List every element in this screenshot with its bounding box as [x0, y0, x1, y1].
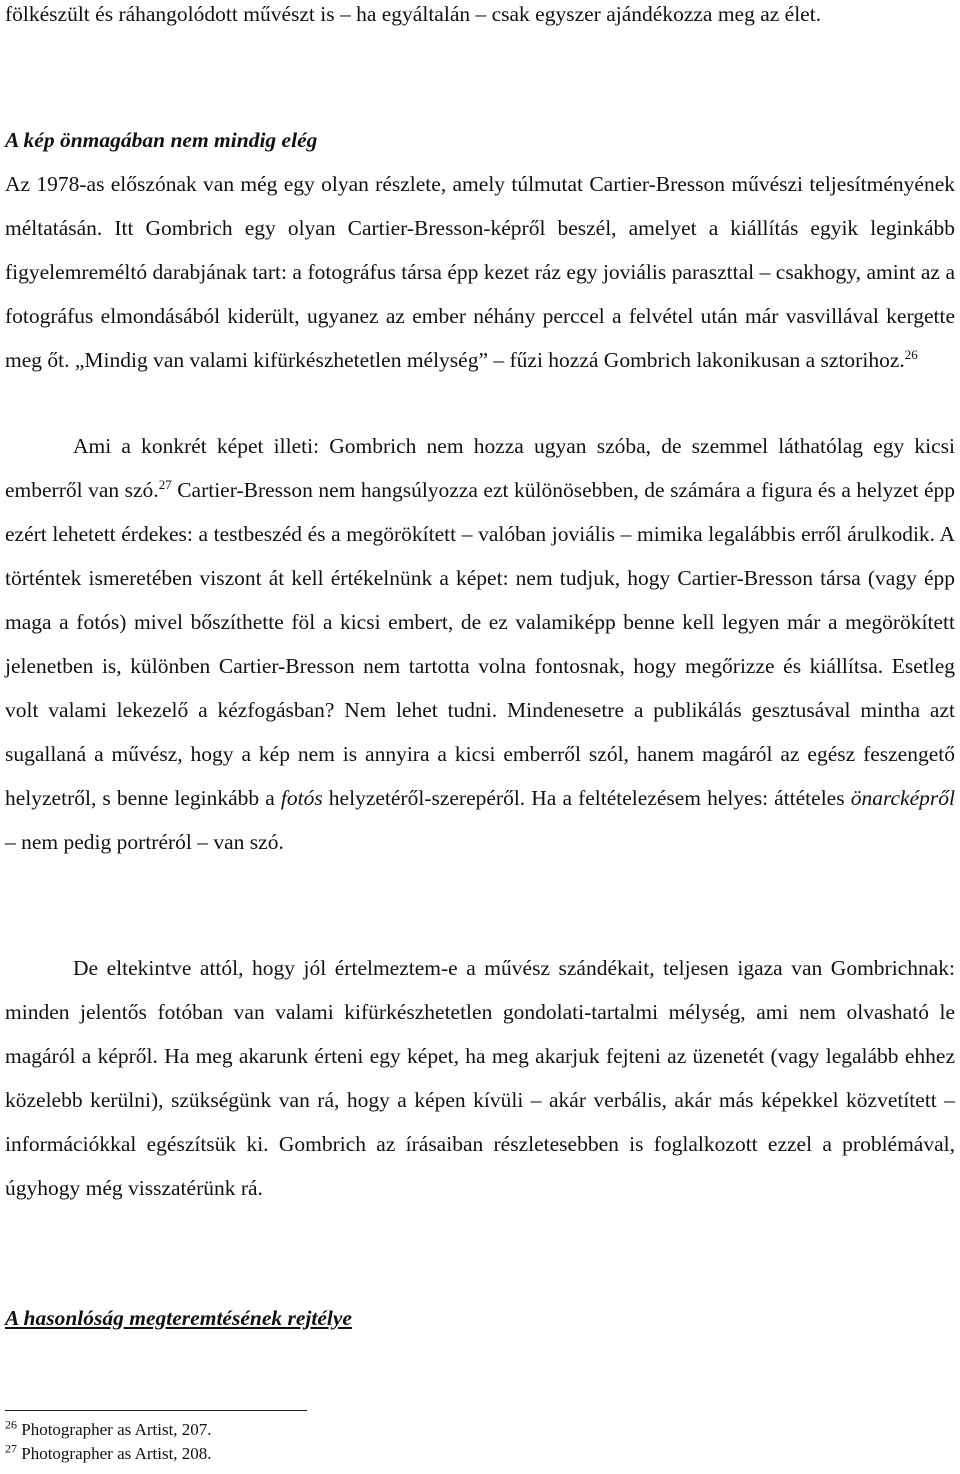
footnotes: [5, 1418, 955, 1466]
footnote-text: Photographer as Artist, 207.: [21, 1420, 212, 1439]
footnote-number: 27: [5, 1441, 17, 1456]
paragraph-concrete-image: [5, 424, 955, 864]
footnote-27: [5, 1442, 955, 1466]
paragraph-text: – nem pedig portréról – van szó.: [5, 830, 284, 854]
paragraph-text: Ami a konkrét képet illeti: Gombrich nem hozza ugyan szóba, de szemmel láthatólag egy kicsi emberről van szó.: [5, 434, 955, 502]
footnote-separator: [5, 1410, 307, 1411]
footnote-ref-26[interactable]: 26: [904, 346, 918, 362]
emphasis-fotos: fotós: [280, 786, 323, 810]
paragraph-text: Cartier-Bresson nem hangsúlyozza ezt különösebben, de számára a figura és a helyzet épp ezért lehetett érdekes: a testbeszéd és a megörökített – valóban joviális – mimika legalábbis erről árulkodik. A történtek ismeretében viszont át kell értékelnünk a képet: nem tudjuk, hogy Cartier-Bresson társa (vagy épp maga a fotós) mivel bőszíthette föl a kicsi embert, de ez valamiképp benne kell legyen már a megörökített jelenetben is, különben Cartier-Bresson nem tartotta volna fontosnak, hogy megőrizze és kiállítsa. Esetleg volt valami lekezelő a kézfogásban? Nem lehet tudni. Mindenesetre a publikálás gesztusával mintha azt sugallaná a művész, hogy a kép nem is annyira a kicsi emberről szól, hanem magáról az egész feszengető helyzetről, s benne leginkább a: [5, 478, 955, 810]
paragraph-continuation: fölkészült és ráhangolódott művészt is – ha egyáltalán – csak egyszer ajándékozza meg az élet.: [5, 2, 822, 26]
emphasis-onarckeprol: önarcképről: [850, 786, 955, 810]
footnote-ref-27[interactable]: 27: [158, 476, 172, 492]
footnote-26: [5, 1418, 955, 1442]
footnote-number: 26: [5, 1417, 17, 1432]
paragraph-text: helyzetéről-szerepéről. Ha a feltételezésem helyes: áttételes: [322, 786, 851, 810]
footnote-text: Photographer as Artist, 208.: [21, 1444, 212, 1463]
paragraph-interpretation: De eltekintve attól, hogy jól értelmeztem-e a művész szándékait, teljesen igaza van Gombrichnak: minden jelentős fotóban van valami kifürkészhetetlen gondolati-tartalmi mélység, ami nem olvasható le magáról a képről. Ha meg akarunk érteni egy képet, ha meg akarjuk fejteni az üzenetét (vagy legalább ehhez közelebb kerülni), szükségünk van rá, hogy a képen kívüli – akár verbális, akár más képekkel közvetített – információkkal egészítsük ki. Gombrich az írásaiban részletesebben is foglalkozott ezzel a problémával, úgyhogy még visszatérünk rá.: [5, 956, 955, 1200]
paragraph-gombrich-preface: [5, 162, 955, 382]
section-heading-similarity-mystery: A hasonlóság megteremtésének rejtélye: [5, 1306, 352, 1330]
paragraph-text: Az 1978-as előszónak van még egy olyan részlete, amely túlmutat Cartier-Bresson művészi teljesítményének méltatásán. Itt Gombrich egy olyan Cartier-Bresson-képről beszél, amelyet a kiállítás egyik leginkább figyelemreméltó darabjának tart: a fotográfus társa épp kezet ráz egy joviális paraszttal – csakhogy, amint az a fotográfus elmondásából kiderült, ugyanez az ember néhány perccel a felvétel után már vasvillával kergette meg őt. „Mindig van valami kifürkészhetetlen mélység” – fűzi hozzá Gombrich lakonikusan a sztorihoz.: [5, 172, 955, 372]
section-heading-image-not-enough: A kép önmagában nem mindig elég: [5, 128, 318, 152]
